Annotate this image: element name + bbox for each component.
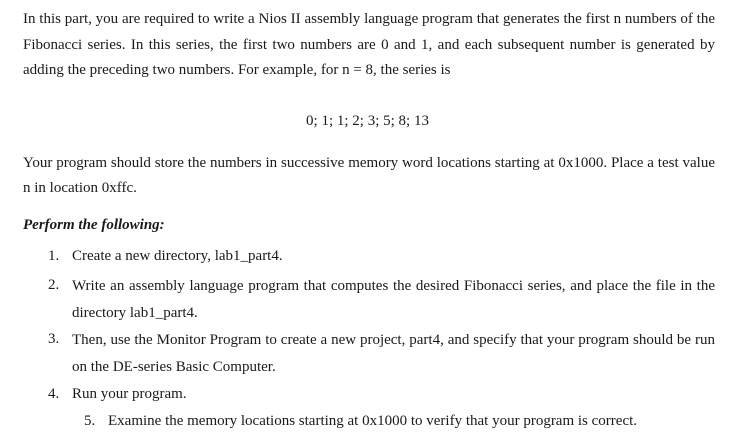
list-item: [48, 273, 715, 323]
list-item-number: 3.: [48, 331, 60, 347]
storage-instructions-paragraph: Your program should store the numbers in successive memory word locations starting at 0x1000. Place a test value n in location 0xffc.: [23, 155, 715, 196]
list-item: [48, 244, 715, 269]
list-item-text: Write an assembly language program that computes the desired Fibonacci series, and place the file in the directory lab1_part4.: [72, 278, 715, 321]
list-item: [48, 382, 715, 407]
list-item-number: 4.: [48, 386, 60, 402]
list-item-text: Run your program.: [72, 386, 187, 402]
list-item: [48, 327, 715, 377]
intro-paragraph: In this part, you are required to write a Nios II assembly language program that generates the first n numbers of the Fibonacci series. In this series, the first two numbers are 0 and 1, and each subsequent number is generated by adding the preceding two numbers. For example, for n = 8, the series is: [23, 11, 715, 78]
sequence-text: 0; 1; 1; 2; 3; 5; 8; 13: [306, 113, 429, 129]
section-heading: Perform the following:: [23, 217, 165, 233]
fibonacci-sequence: [0, 113, 747, 130]
list-item: [84, 409, 724, 434]
list-item-number: 2.: [48, 277, 60, 293]
list-item-text: Examine the memory locations starting at 0x1000 to verify that your program is correct.: [108, 413, 638, 429]
list-item-text: Then, use the Monitor Program to create a new project, part4, and specify that your program should be run on the DE-series Basic Computer.: [72, 332, 715, 375]
list-item-number: 1.: [48, 248, 60, 264]
list-item-text: Create a new directory, lab1_part4.: [72, 248, 283, 264]
list-item-number: 5.: [84, 413, 96, 429]
